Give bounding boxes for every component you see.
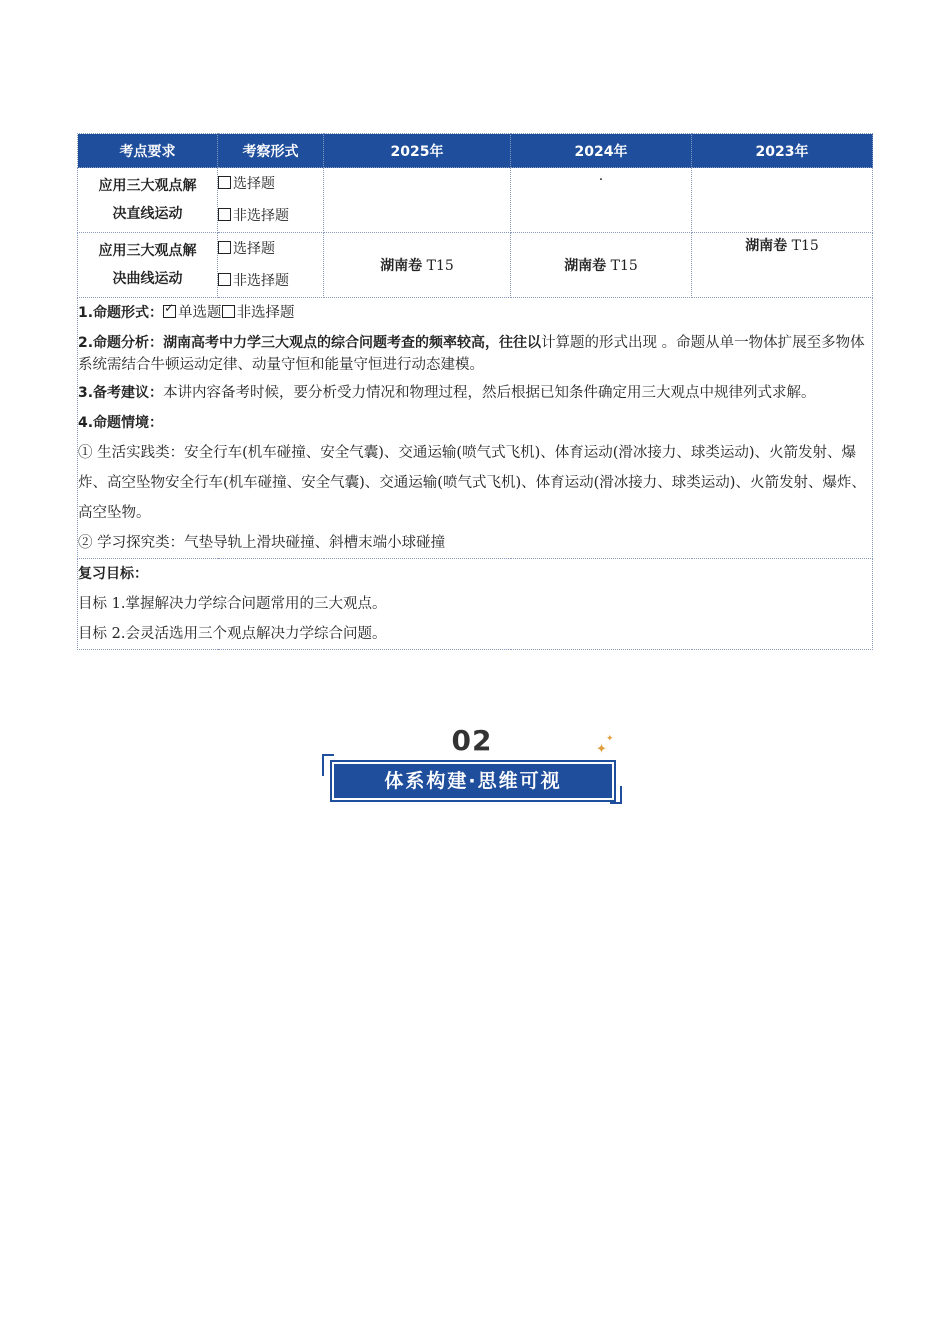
sparkle-icon: ✦ [596,742,607,757]
point-line2: 决曲线运动 [112,271,183,287]
header-form: 考察形式 [218,134,324,168]
goal-1: 目标 1.掌握解决力学综合问题常用的三大观点。 [78,596,387,612]
analysis-paragraph [78,332,872,376]
goals-title: 复习目标： [78,566,148,582]
question-id: T15 [422,258,454,274]
year-2023-cell [692,168,873,233]
point-cell [78,233,218,298]
year-2024-cell: · [511,168,692,233]
advice-label: 3.备考建议： [78,385,164,401]
question-id: T15 [606,258,638,274]
question-id: T15 [787,238,819,254]
checkbox-icon [218,208,231,221]
table-row [78,168,873,233]
analysis-bold: 湖南高考中力学三大观点的综合问题考查的频率较高，往往以 [163,335,542,351]
option-non-choice: 非选择题 [233,273,289,289]
section-badge [322,724,622,810]
checkbox-icon [222,305,235,318]
year-2025-cell [324,233,511,298]
form-cell [218,168,324,233]
year-2025-cell [324,168,511,233]
option-choice: 选择题 [233,176,275,192]
header-2025: 2025年 [324,134,511,168]
situation-label: 4.命题情境： [78,415,164,431]
advice-text: 本讲内容备考时候，要分析受力情况和物理过程，然后根据已知条件确定用三大观点中规律列式求解。 [163,385,816,401]
header-row [78,134,873,168]
table-row [78,233,873,298]
point-line2: 决直线运动 [112,206,183,222]
section-number: 02 [451,724,493,757]
section-title: 体系构建·思维可视 [330,760,616,802]
exam-name: 湖南卷 [745,238,788,254]
form-cell [218,233,324,298]
exam-name: 湖南卷 [564,258,607,274]
bracket-decoration [610,786,622,804]
point-cell [78,168,218,233]
goals-cell [78,559,873,650]
header-point: 考点要求 [78,134,218,168]
analysis-label: 2.命题分析： [78,335,164,351]
situation-item-2: ② 学习探究类：气垫导轨上滑块碰撞、斜槽末端小球碰撞 [78,535,446,551]
header-2023: 2023年 [692,134,873,168]
point-line1: 应用三大观点解 [98,178,197,194]
analysis-cell [78,298,873,559]
year-2023-cell [692,233,873,298]
checked-box-icon [163,305,176,318]
analysis-row [78,298,873,559]
checkbox-icon [218,176,231,189]
year-2024-cell [511,233,692,298]
checkbox-icon [218,241,231,254]
form-opt2: 非选择题 [236,305,295,321]
exam-overview-table [77,133,873,650]
checkbox-icon [218,273,231,286]
option-non-choice: 非选择题 [233,208,289,224]
form-opt1: 单选题 [178,305,222,321]
situation-heading [78,408,872,438]
sparkle-icon: ✦ [606,734,614,744]
exam-name: 湖南卷 [380,258,423,274]
point-line1: 应用三大观点解 [98,243,197,259]
option-choice: 选择题 [233,241,275,257]
header-2024: 2024年 [511,134,692,168]
form-label: 1.命题形式： [78,305,164,321]
form-line [78,298,872,328]
goal-2: 目标 2.会灵活选用三个观点解决力学综合问题。 [78,626,387,642]
advice-paragraph [78,378,872,408]
situation-item-1: ① 生活实践类：安全行车(机车碰撞、安全气囊)、交通运输(喷气式飞机)、体育运动(滑冰接力、球类运动)、火箭发射、爆炸、高空坠物安全行车(机车碰撞、安全气囊)、交通运输(喷气式飞机)、体育运动(滑冰接力、球类运动)、火箭发射、爆炸、高空坠物。 [78,445,866,521]
analysis-text: 计算题的形式出现 。命题从单一物体扩展至多物体系统需结合牛顿运动定律、动量守恒和能量守恒进行动态建模。 [78,335,865,373]
goals-row [78,559,873,650]
